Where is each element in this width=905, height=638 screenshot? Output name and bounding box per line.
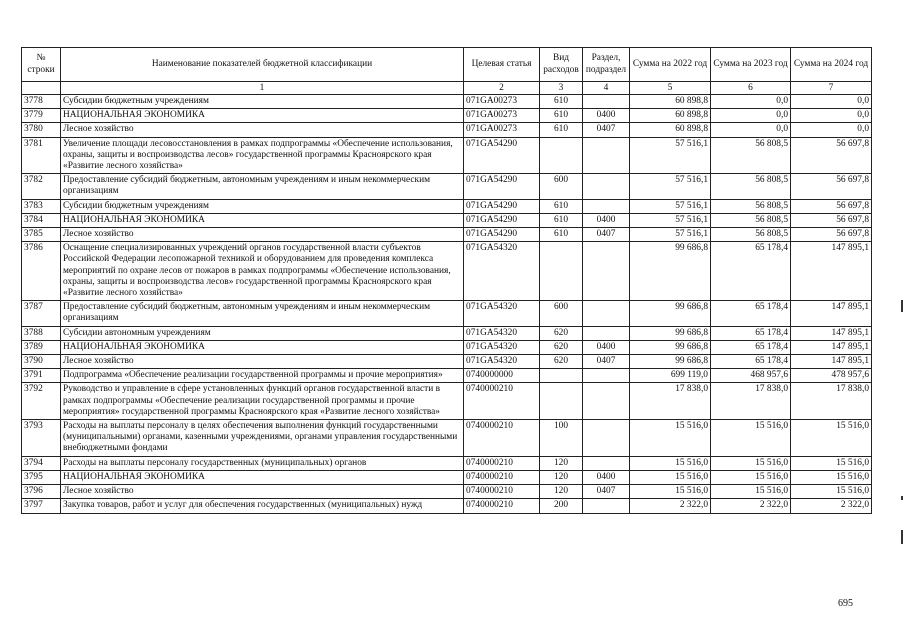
table-row bbox=[22, 95, 872, 109]
cell-section: 0400 bbox=[583, 109, 630, 123]
cell-sum-2022: 57 516,1 bbox=[630, 228, 711, 242]
cell-section bbox=[583, 383, 630, 420]
cell-sum-2023: 56 808,5 bbox=[711, 213, 791, 227]
cell-target: 071GA54290 bbox=[464, 228, 540, 242]
scan-edge-mark bbox=[901, 300, 903, 312]
cell-kind: 610 bbox=[540, 123, 583, 137]
cell-sum-2024: 17 838,0 bbox=[791, 383, 872, 420]
cell-sum-2024: 15 516,0 bbox=[791, 485, 872, 499]
cell-row-no: 3787 bbox=[22, 301, 61, 326]
header-target: Целевая статья bbox=[464, 48, 540, 82]
table-row bbox=[22, 369, 872, 383]
table-row bbox=[22, 383, 872, 420]
cell-target: 071GA00273 bbox=[464, 109, 540, 123]
cell-sum-2024: 15 516,0 bbox=[791, 470, 872, 484]
cell-name: Закупка товаров, работ и услуг для обеспечения государственных (муниципальных) нужд bbox=[61, 499, 464, 513]
cell-sum-2022: 57 516,1 bbox=[630, 199, 711, 213]
cell-kind: 620 bbox=[540, 340, 583, 354]
cell-target: 0740000210 bbox=[464, 456, 540, 470]
cell-sum-2024: 0,0 bbox=[791, 123, 872, 137]
cell-sum-2024: 0,0 bbox=[791, 109, 872, 123]
cell-row-no: 3789 bbox=[22, 340, 61, 354]
cell-kind: 600 bbox=[540, 174, 583, 199]
cell-sum-2023: 56 808,5 bbox=[711, 228, 791, 242]
cell-sum-2022: 57 516,1 bbox=[630, 137, 711, 174]
cell-row-no: 3795 bbox=[22, 470, 61, 484]
cell-sum-2023: 2 322,0 bbox=[711, 499, 791, 513]
column-number: 3 bbox=[540, 82, 583, 95]
budget-table bbox=[21, 47, 872, 514]
cell-target: 0740000210 bbox=[464, 499, 540, 513]
cell-kind: 620 bbox=[540, 355, 583, 369]
cell-sum-2022: 2 322,0 bbox=[630, 499, 711, 513]
cell-kind: 200 bbox=[540, 499, 583, 513]
cell-name: НАЦИОНАЛЬНАЯ ЭКОНОМИКА bbox=[61, 213, 464, 227]
cell-kind: 620 bbox=[540, 326, 583, 340]
table-row bbox=[22, 242, 872, 301]
header-row bbox=[22, 48, 872, 82]
cell-target: 0740000210 bbox=[464, 383, 540, 420]
column-number: 1 bbox=[61, 82, 464, 95]
cell-sum-2022: 699 119,0 bbox=[630, 369, 711, 383]
cell-name: Расходы на выплаты персоналу в целях обеспечения выполнения функций государственными (муниципальными) органами, казенными учреждениями, органами управления государственными внебюджетными фондами bbox=[61, 420, 464, 457]
cell-sum-2024: 0,0 bbox=[791, 95, 872, 109]
cell-sum-2022: 15 516,0 bbox=[630, 485, 711, 499]
cell-section bbox=[583, 326, 630, 340]
cell-row-no: 3794 bbox=[22, 456, 61, 470]
cell-row-no: 3796 bbox=[22, 485, 61, 499]
cell-sum-2022: 60 898,8 bbox=[630, 95, 711, 109]
cell-sum-2022: 15 516,0 bbox=[630, 420, 711, 457]
table-row bbox=[22, 174, 872, 199]
cell-sum-2022: 99 686,8 bbox=[630, 326, 711, 340]
table-row bbox=[22, 228, 872, 242]
cell-sum-2023: 0,0 bbox=[711, 109, 791, 123]
cell-target: 071GA54320 bbox=[464, 326, 540, 340]
cell-kind: 610 bbox=[540, 199, 583, 213]
column-number: 5 bbox=[630, 82, 711, 95]
cell-kind: 610 bbox=[540, 109, 583, 123]
cell-name: Руководство и управление в сфере установленных функций органов государственной власти в рамках подпрограммы «Обеспечение реализации государственной программы и прочие мероприятия» государственной программы Красноярского края «Развитие лесного хозяйства» bbox=[61, 383, 464, 420]
cell-sum-2024: 56 697,8 bbox=[791, 213, 872, 227]
cell-row-no: 3782 bbox=[22, 174, 61, 199]
cell-kind: 600 bbox=[540, 301, 583, 326]
cell-sum-2022: 99 686,8 bbox=[630, 355, 711, 369]
column-number: 4 bbox=[583, 82, 630, 95]
cell-row-no: 3784 bbox=[22, 213, 61, 227]
table-row bbox=[22, 199, 872, 213]
cell-section: 0407 bbox=[583, 123, 630, 137]
cell-sum-2024: 15 516,0 bbox=[791, 420, 872, 457]
cell-row-no: 3793 bbox=[22, 420, 61, 457]
header-name: Наименование показателей бюджетной классификации bbox=[61, 48, 464, 82]
cell-section bbox=[583, 456, 630, 470]
cell-target: 0740000000 bbox=[464, 369, 540, 383]
table-row bbox=[22, 301, 872, 326]
cell-sum-2022: 57 516,1 bbox=[630, 174, 711, 199]
cell-target: 071GA54290 bbox=[464, 213, 540, 227]
cell-sum-2023: 65 178,4 bbox=[711, 301, 791, 326]
cell-sum-2024: 56 697,8 bbox=[791, 228, 872, 242]
cell-name: Субсидии бюджетным учреждениям bbox=[61, 199, 464, 213]
table-row bbox=[22, 355, 872, 369]
cell-sum-2023: 65 178,4 bbox=[711, 242, 791, 301]
cell-sum-2023: 15 516,0 bbox=[711, 470, 791, 484]
cell-sum-2024: 478 957,6 bbox=[791, 369, 872, 383]
cell-target: 0740000210 bbox=[464, 420, 540, 457]
cell-row-no: 3780 bbox=[22, 123, 61, 137]
header-sum-2022: Сумма на 2022 год bbox=[630, 48, 711, 82]
column-number: 6 bbox=[711, 82, 791, 95]
header-kind: Вид расходов bbox=[540, 48, 583, 82]
table-row bbox=[22, 137, 872, 174]
table-body bbox=[22, 95, 872, 514]
cell-section bbox=[583, 199, 630, 213]
cell-section: 0400 bbox=[583, 470, 630, 484]
cell-name: Расходы на выплаты персоналу государственных (муниципальных) органов bbox=[61, 456, 464, 470]
cell-sum-2023: 0,0 bbox=[711, 123, 791, 137]
cell-target: 071GA54320 bbox=[464, 355, 540, 369]
cell-kind: 100 bbox=[540, 420, 583, 457]
cell-section: 0407 bbox=[583, 485, 630, 499]
cell-sum-2023: 56 808,5 bbox=[711, 174, 791, 199]
cell-name: Предоставление субсидий бюджетным, автономным учреждениям и иным некоммерческим организациям bbox=[61, 301, 464, 326]
cell-row-no: 3783 bbox=[22, 199, 61, 213]
header-row-no: № строки bbox=[22, 48, 61, 82]
cell-name: Подпрограмма «Обеспечение реализации государственной программы и прочие мероприятия» bbox=[61, 369, 464, 383]
cell-name: Субсидии бюджетным учреждениям bbox=[61, 95, 464, 109]
table-row bbox=[22, 456, 872, 470]
table-row bbox=[22, 485, 872, 499]
cell-sum-2023: 468 957,6 bbox=[711, 369, 791, 383]
cell-section bbox=[583, 420, 630, 457]
cell-kind bbox=[540, 369, 583, 383]
cell-target: 0740000210 bbox=[464, 470, 540, 484]
cell-sum-2022: 60 898,8 bbox=[630, 123, 711, 137]
cell-sum-2024: 147 895,1 bbox=[791, 326, 872, 340]
cell-section: 0400 bbox=[583, 340, 630, 354]
cell-sum-2022: 57 516,1 bbox=[630, 213, 711, 227]
cell-section bbox=[583, 301, 630, 326]
cell-section: 0400 bbox=[583, 213, 630, 227]
cell-row-no: 3785 bbox=[22, 228, 61, 242]
column-number bbox=[22, 82, 61, 95]
cell-kind: 610 bbox=[540, 228, 583, 242]
cell-sum-2023: 15 516,0 bbox=[711, 420, 791, 457]
table-row bbox=[22, 470, 872, 484]
cell-row-no: 3786 bbox=[22, 242, 61, 301]
cell-section bbox=[583, 137, 630, 174]
cell-target: 0740000210 bbox=[464, 485, 540, 499]
cell-sum-2022: 15 516,0 bbox=[630, 456, 711, 470]
cell-sum-2022: 15 516,0 bbox=[630, 470, 711, 484]
cell-row-no: 3797 bbox=[22, 499, 61, 513]
page-number: 695 bbox=[838, 598, 853, 609]
cell-section bbox=[583, 95, 630, 109]
scan-edge-mark bbox=[901, 496, 903, 500]
cell-sum-2024: 56 697,8 bbox=[791, 174, 872, 199]
cell-name: НАЦИОНАЛЬНАЯ ЭКОНОМИКА bbox=[61, 340, 464, 354]
table-row bbox=[22, 499, 872, 513]
cell-sum-2024: 2 322,0 bbox=[791, 499, 872, 513]
cell-target: 071GA00273 bbox=[464, 95, 540, 109]
cell-row-no: 3792 bbox=[22, 383, 61, 420]
cell-sum-2024: 147 895,1 bbox=[791, 355, 872, 369]
cell-row-no: 3779 bbox=[22, 109, 61, 123]
header-sum-2023: Сумма на 2023 год bbox=[711, 48, 791, 82]
table-row bbox=[22, 420, 872, 457]
cell-kind bbox=[540, 137, 583, 174]
cell-sum-2024: 56 697,8 bbox=[791, 137, 872, 174]
cell-sum-2024: 15 516,0 bbox=[791, 456, 872, 470]
cell-sum-2022: 17 838,0 bbox=[630, 383, 711, 420]
table-row bbox=[22, 326, 872, 340]
cell-sum-2022: 99 686,8 bbox=[630, 242, 711, 301]
column-number: 2 bbox=[464, 82, 540, 95]
table-row bbox=[22, 213, 872, 227]
cell-name: Лесное хозяйство bbox=[61, 228, 464, 242]
cell-target: 071GA54290 bbox=[464, 174, 540, 199]
cell-target: 071GA54290 bbox=[464, 199, 540, 213]
cell-sum-2023: 15 516,0 bbox=[711, 485, 791, 499]
column-number: 7 bbox=[791, 82, 872, 95]
cell-sum-2024: 147 895,1 bbox=[791, 242, 872, 301]
cell-row-no: 3791 bbox=[22, 369, 61, 383]
cell-name: Оснащение специализированных учреждений органов государственной власти субъектов Российской Федерации лесопожарной техникой и оборудованием для проведения комплекса мероприятий по охране лесов от пожаров в рамках подпрограммы «Обеспечение использования, охраны, защиты и воспроизводства лесов» государственной программы Красноярского края «Развитие лесного хозяйства» bbox=[61, 242, 464, 301]
cell-section bbox=[583, 499, 630, 513]
cell-row-no: 3788 bbox=[22, 326, 61, 340]
cell-sum-2023: 17 838,0 bbox=[711, 383, 791, 420]
cell-sum-2022: 99 686,8 bbox=[630, 301, 711, 326]
cell-sum-2023: 65 178,4 bbox=[711, 355, 791, 369]
cell-sum-2023: 65 178,4 bbox=[711, 326, 791, 340]
cell-sum-2024: 147 895,1 bbox=[791, 301, 872, 326]
cell-section bbox=[583, 369, 630, 383]
cell-kind: 610 bbox=[540, 95, 583, 109]
cell-target: 071GA54320 bbox=[464, 301, 540, 326]
cell-sum-2023: 56 808,5 bbox=[711, 199, 791, 213]
cell-row-no: 3778 bbox=[22, 95, 61, 109]
table-row bbox=[22, 340, 872, 354]
cell-target: 071GA00273 bbox=[464, 123, 540, 137]
header-sum-2024: Сумма на 2024 год bbox=[791, 48, 872, 82]
cell-name: Предоставление субсидий бюджетным, автономным учреждениям и иным некоммерческим организациям bbox=[61, 174, 464, 199]
cell-sum-2022: 99 686,8 bbox=[630, 340, 711, 354]
table-row bbox=[22, 109, 872, 123]
cell-section bbox=[583, 242, 630, 301]
cell-kind: 610 bbox=[540, 213, 583, 227]
cell-kind: 120 bbox=[540, 470, 583, 484]
cell-name: НАЦИОНАЛЬНАЯ ЭКОНОМИКА bbox=[61, 470, 464, 484]
cell-kind: 120 bbox=[540, 456, 583, 470]
cell-sum-2022: 60 898,8 bbox=[630, 109, 711, 123]
cell-name: НАЦИОНАЛЬНАЯ ЭКОНОМИКА bbox=[61, 109, 464, 123]
cell-row-no: 3790 bbox=[22, 355, 61, 369]
cell-sum-2024: 147 895,1 bbox=[791, 340, 872, 354]
cell-target: 071GA54320 bbox=[464, 340, 540, 354]
cell-sum-2024: 56 697,8 bbox=[791, 199, 872, 213]
cell-sum-2023: 15 516,0 bbox=[711, 456, 791, 470]
cell-name: Лесное хозяйство bbox=[61, 355, 464, 369]
cell-row-no: 3781 bbox=[22, 137, 61, 174]
cell-kind bbox=[540, 383, 583, 420]
cell-section bbox=[583, 174, 630, 199]
cell-sum-2023: 56 808,5 bbox=[711, 137, 791, 174]
cell-section: 0407 bbox=[583, 355, 630, 369]
cell-kind bbox=[540, 242, 583, 301]
cell-sum-2023: 65 178,4 bbox=[711, 340, 791, 354]
cell-target: 071GA54290 bbox=[464, 137, 540, 174]
cell-name: Увеличение площади лесовосстановления в рамках подпрограммы «Обеспечение использования, охраны, защиты и воспроизводства лесов» государственной программы Красноярского края «Развитие лесного хозяйства» bbox=[61, 137, 464, 174]
column-number-row bbox=[22, 82, 872, 95]
scan-edge-mark bbox=[901, 530, 903, 544]
cell-target: 071GA54320 bbox=[464, 242, 540, 301]
cell-kind: 120 bbox=[540, 485, 583, 499]
cell-sum-2023: 0,0 bbox=[711, 95, 791, 109]
cell-name: Субсидии автономным учреждениям bbox=[61, 326, 464, 340]
cell-section: 0407 bbox=[583, 228, 630, 242]
cell-name: Лесное хозяйство bbox=[61, 485, 464, 499]
cell-name: Лесное хозяйство bbox=[61, 123, 464, 137]
table-row bbox=[22, 123, 872, 137]
header-section: Раздел, подраздел bbox=[583, 48, 630, 82]
